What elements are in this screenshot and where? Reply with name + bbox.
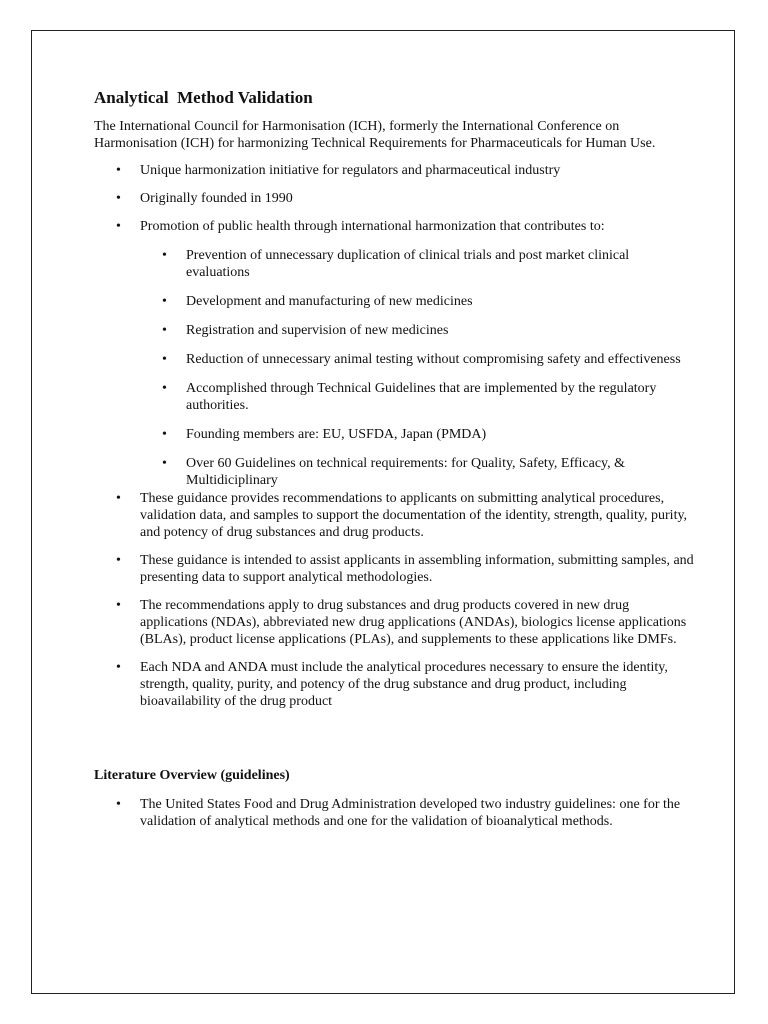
list-item bbox=[94, 552, 694, 586]
list-item bbox=[94, 218, 694, 489]
sub-list-item bbox=[140, 426, 694, 443]
bullet-icon: • bbox=[162, 294, 167, 309]
bullet-icon: • bbox=[116, 163, 121, 178]
bullet-icon: • bbox=[162, 427, 167, 442]
list-item-text: Each NDA and ANDA must include the analytical procedures necessary to ensure the identity, strength, quality, purity, and potency of the drug substance and drug product, including bioavailability of the drug product bbox=[140, 660, 668, 709]
document-page bbox=[31, 30, 735, 994]
bullet-icon: • bbox=[116, 191, 121, 206]
sub-list-item-text: Accomplished through Technical Guidelines that are implemented by the regulatory authorities. bbox=[186, 381, 657, 413]
sub-list-item-text: Founding members are: EU, USFDA, Japan (PMDA) bbox=[186, 427, 487, 442]
section-title: Literature Overview (guidelines) bbox=[94, 768, 290, 783]
list-item-text: Promotion of public health through international harmonization that contributes to: bbox=[140, 219, 605, 234]
section2-bullet-list bbox=[94, 796, 694, 830]
list-item-text: Originally founded in 1990 bbox=[140, 191, 293, 206]
sub-list-item-text: Prevention of unnecessary duplication of clinical trials and post market clinical evaluations bbox=[186, 248, 630, 280]
list-item bbox=[94, 490, 694, 541]
bullet-icon: • bbox=[162, 456, 167, 471]
list-item bbox=[94, 796, 694, 830]
bullet-icon: • bbox=[162, 323, 167, 338]
sub-list-item bbox=[140, 380, 694, 414]
document-title: Analytical Method Validation bbox=[94, 88, 313, 107]
bullet-icon: • bbox=[116, 219, 121, 234]
bullet-icon: • bbox=[116, 598, 121, 613]
bullet-icon: • bbox=[116, 797, 121, 812]
bullet-icon: • bbox=[162, 248, 167, 263]
list-item-text: The United States Food and Drug Administration developed two industry guidelines: one for the validation of analytical methods and one for the validation of bioanalytical methods. bbox=[140, 797, 681, 829]
sub-list-item-text: Registration and supervision of new medicines bbox=[186, 323, 449, 338]
list-item-text: These guidance is intended to assist applicants in assembling information, submitting samples, and presenting data to support analytical methodologies. bbox=[140, 553, 694, 585]
bullet-icon: • bbox=[116, 553, 121, 568]
list-item-text: The recommendations apply to drug substances and drug products covered in new drug applications (NDAs), abbreviated new drug applications (ANDAs), biologics license applications (BLAs), product license applications (PLAs), and supplements to these applications like DMFs. bbox=[140, 598, 687, 647]
sub-list-item bbox=[140, 351, 694, 368]
sub-list-item bbox=[140, 322, 694, 339]
bullet-icon: • bbox=[116, 660, 121, 675]
sub-list-item-text: Over 60 Guidelines on technical requirements: for Quality, Safety, Efficacy, & Multidiciplinary bbox=[186, 456, 626, 488]
sub-list-item bbox=[140, 293, 694, 310]
list-item bbox=[94, 162, 694, 179]
main-bullet-list bbox=[94, 162, 694, 710]
list-item-text: These guidance provides recommendations to applicants on submitting analytical procedures, validation data, and samples to support the documentation of the identity, strength, quality, purity, and potency of drug substances and drug products. bbox=[140, 491, 688, 540]
document-content bbox=[94, 88, 694, 841]
list-item bbox=[94, 190, 694, 207]
sub-bullet-list bbox=[140, 247, 694, 489]
sub-list-item-text: Development and manufacturing of new medicines bbox=[186, 294, 473, 309]
bullet-icon: • bbox=[162, 352, 167, 367]
intro-paragraph: The International Council for Harmonisation (ICH), formerly the International Conference on Harmonisation (ICH) for harmonizing Technical Requirements for Pharmaceuticals for Human Use. bbox=[94, 119, 656, 151]
list-item-text: Unique harmonization initiative for regulators and pharmaceutical industry bbox=[140, 163, 561, 178]
bullet-icon: • bbox=[162, 381, 167, 396]
list-item bbox=[94, 597, 694, 648]
bullet-icon: • bbox=[116, 491, 121, 506]
sub-list-item bbox=[140, 455, 694, 489]
sub-list-item-text: Reduction of unnecessary animal testing without compromising safety and effectiveness bbox=[186, 352, 681, 367]
list-item bbox=[94, 659, 694, 710]
sub-list-item bbox=[140, 247, 694, 281]
